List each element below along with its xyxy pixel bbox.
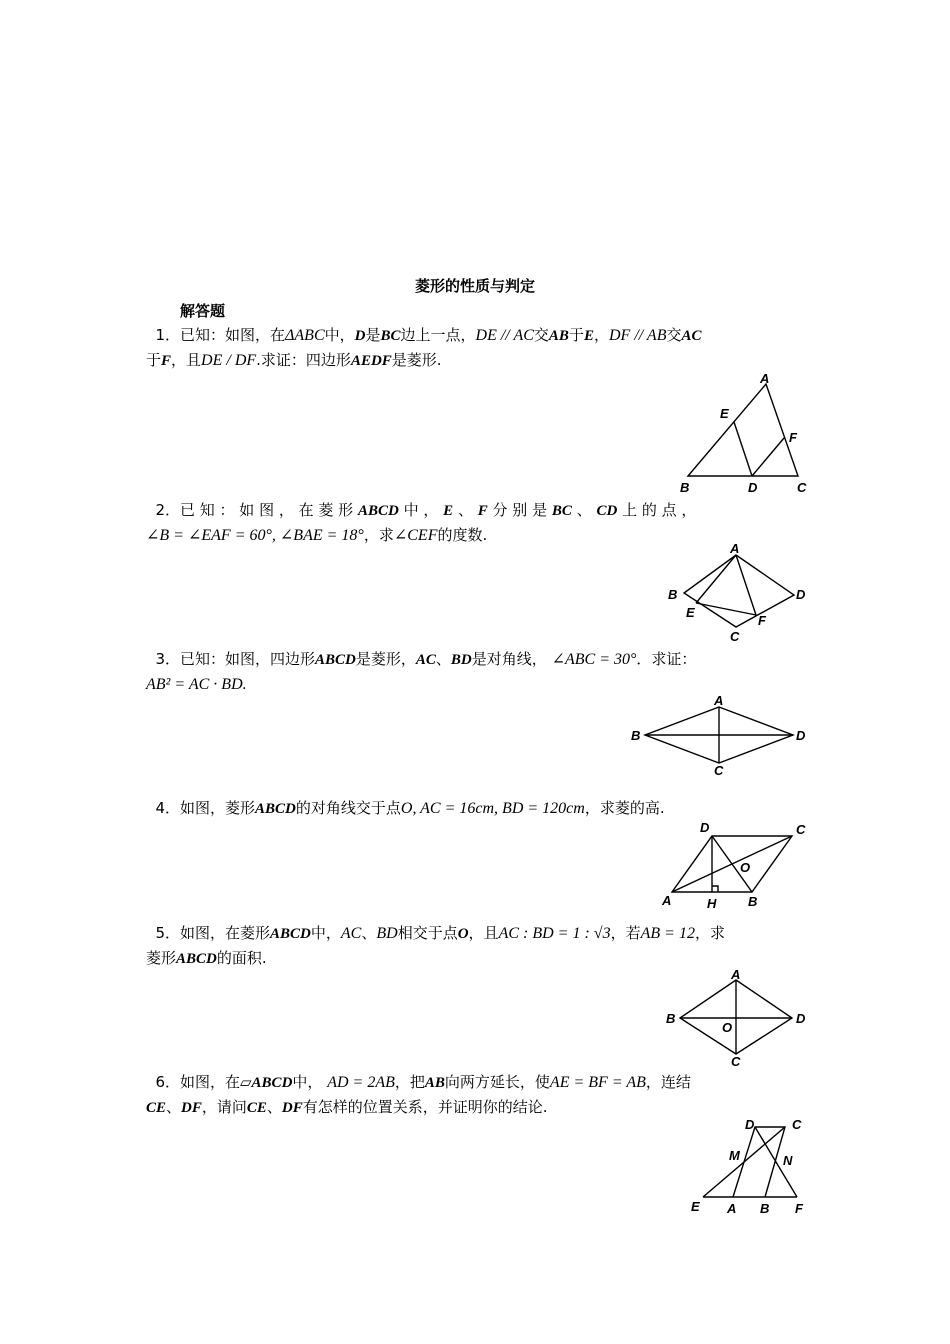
question-6-line-2: CE、DF，请问CE、DF有怎样的位置关系，并证明你的结论. [146,1098,548,1116]
figure-3 [625,693,815,778]
question-1 [146,323,808,373]
question-3-line-1: 3．已知：如图，四边形ABCD是菱形，AC、BD是对角线， ∠ABC = 30°．求证： [155,650,697,668]
label-B: B [668,587,678,602]
label-E: E [686,605,695,620]
section-heading: 解答题 [180,302,226,320]
question-2 [146,498,808,548]
label-A: A [662,893,672,908]
label-F: F [758,613,766,628]
label-B: B [666,1011,676,1026]
figure-6 [685,1115,815,1220]
label-B: B [680,480,690,495]
page-title: 菱形的性质与判定 [414,277,535,295]
figure-5 [660,968,820,1068]
figure-4 [660,818,815,913]
label-N: N [783,1153,793,1168]
label-H: H [707,896,717,911]
question-3-line-2: AB² = AC · BD. [146,676,247,693]
question-5 [146,921,808,971]
label-D: D [745,1117,755,1132]
label-C: C [792,1117,802,1132]
label-D: D [796,1011,806,1026]
label-D: D [796,587,806,602]
figure-1 [670,370,820,500]
question-2-line-1: 2．已 知 ： 如 图 ， 在 菱 形 ABCD 中 ， E 、 F 分 别 是 BC 、 CD 上 的 点 ， [155,501,697,519]
label-B: B [760,1201,770,1216]
label-D: D [748,480,758,495]
label-O: O [740,860,751,875]
label-B: B [631,728,641,743]
question-1-line-2: 于F，且DE / DF.求证：四边形AEDF是菱形. [146,351,442,369]
label-A: A [760,371,770,386]
label-F: F [789,430,797,445]
question-2-line-2: ∠B = ∠EAF = 60°, ∠BAE = 18°，求∠CEF的度数. [146,526,488,544]
label-C: C [796,822,806,837]
question-5-line-2: 菱形ABCD的面积. [146,949,267,967]
label-C: C [797,480,807,495]
figure-2 [660,543,820,645]
label-M: M [729,1148,740,1163]
label-D: D [700,820,710,835]
label-C: C [731,1054,741,1068]
label-A: A [727,1201,737,1216]
label-F: F [795,1201,803,1216]
label-A: A [730,543,740,556]
question-6-line-1: 6．如图，在▱ABCD中， AD = 2AB，把AB向两方延长，使AE = BF = AB，连结 [155,1073,691,1091]
label-B: B [748,894,758,909]
label-A: A [731,968,741,982]
label-C: C [730,629,740,644]
label-A: A [714,693,724,708]
question-1-line-1: 1．已知：如图，在ΔABC中，D是BC边上一点，DE // AC交AB于E，DF // AB交AC [155,326,702,344]
label-O: O [722,1020,733,1035]
label-E: E [691,1199,700,1214]
question-4-line-1: 4．如图，菱形ABCD的对角线交于点O, AC = 16cm, BD = 120cm，求菱的高. [155,799,665,817]
question-3 [146,647,808,697]
label-E: E [720,406,729,421]
question-5-line-1: 5．如图，在菱形ABCD中，AC、BD相交于点O，且AC : BD = 1 : √3，若AB = 12，求 [155,924,725,942]
question-6 [146,1070,808,1120]
label-C: C [714,763,724,778]
label-D: D [796,728,806,743]
